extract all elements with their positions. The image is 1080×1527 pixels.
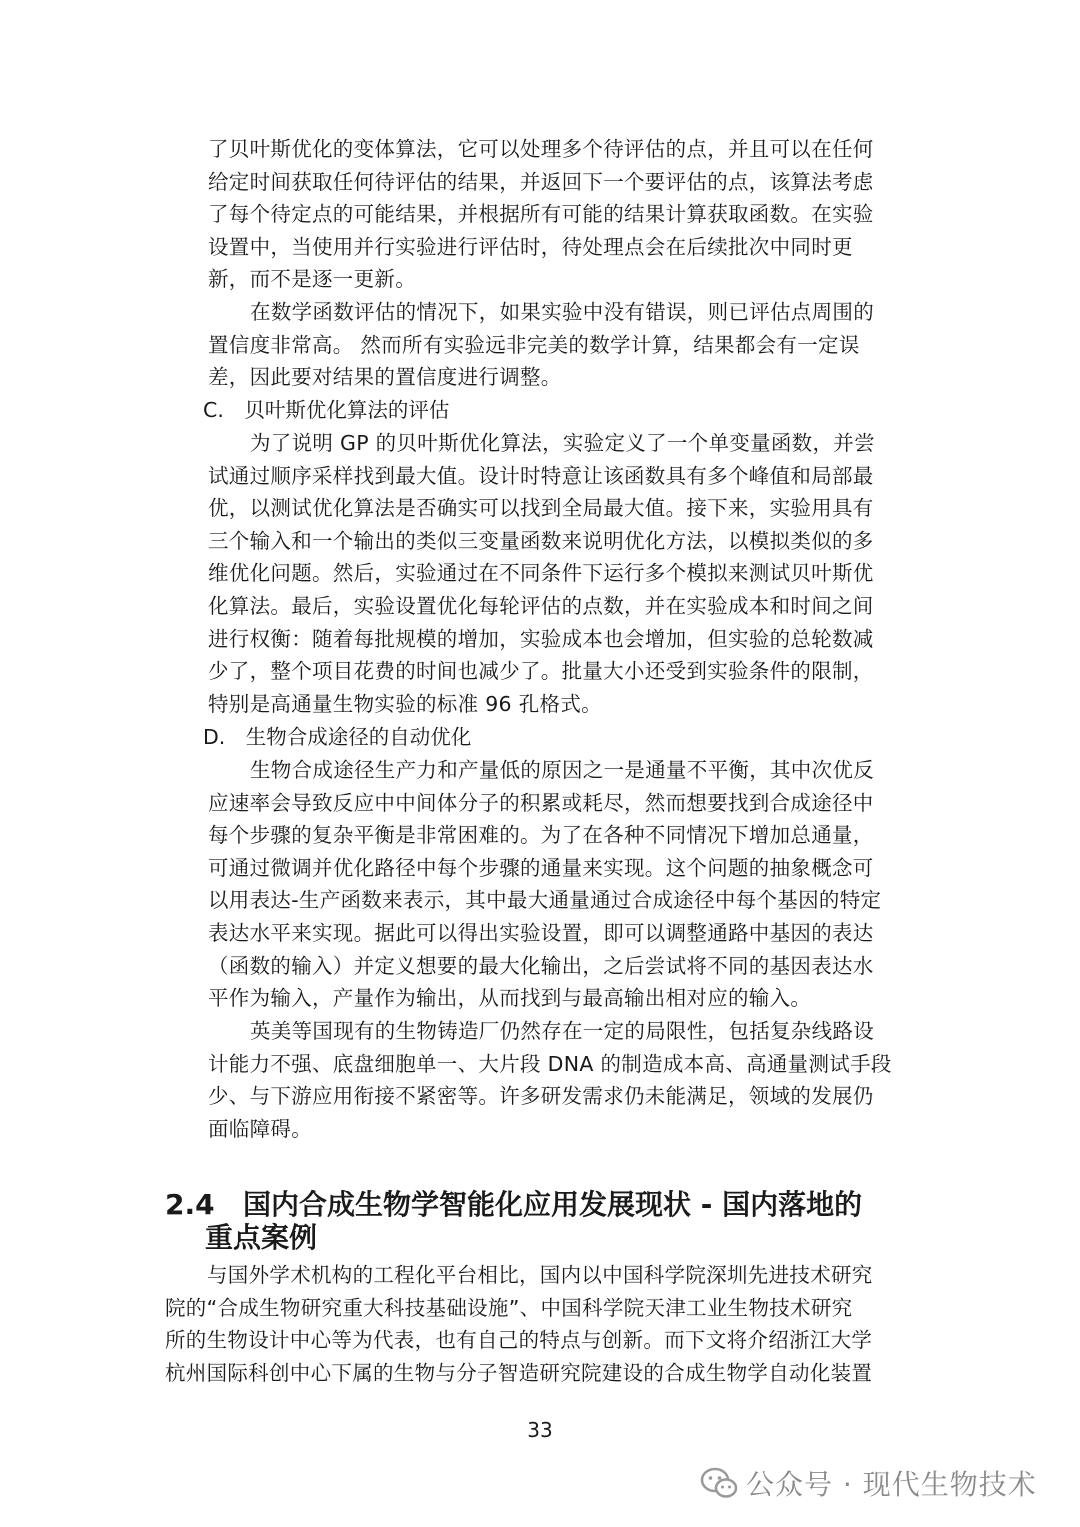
text-line: 少、与下游应用衔接不紧密等。许多研发需求仍未能满足，领域的发展仍 [208, 1084, 874, 1109]
section-number: 2.4 [165, 1188, 215, 1221]
text-line: 所的生物设计中心等为代表，也有自己的特点与创新。而下文将介绍浙江大学 [165, 1328, 873, 1353]
wechat-icon [700, 1466, 738, 1500]
paragraph-gp-evaluation [208, 427, 918, 720]
paragraph-pathway-optimization [208, 754, 918, 1015]
text-line: 了贝叶斯优化的变体算法，它可以处理多个待评估的点，并且可以在任何 [208, 137, 874, 161]
section-title-line1: 国内合成生物学智能化应用发展现状 - 国内落地的 [243, 1188, 863, 1221]
paragraph-foundry-limitations [208, 1015, 918, 1145]
text-line: 优，以测试优化算法是否确实可以找到全局最大值。接下来，实验用具有 [208, 496, 874, 521]
text-line: 试通过顺序采样找到最大值。设计时特意让该函数具有多个峰值和局部最 [208, 463, 874, 488]
watermark-text: 公众号 · 现代生物技术 [746, 1468, 1037, 1501]
watermark [700, 1458, 1037, 1508]
text-line: 进行权衡：随着每批规模的增加，实验成本也会增加，但实验的总轮数减 [208, 626, 874, 651]
text-line: 杭州国际科创中心下属的生物与分子智造研究院建设的合成生物学自动化装置 [165, 1360, 873, 1385]
text-line: 新，而不是逐一更新。 [208, 267, 416, 292]
text-line: 差，因此要对结果的置信度进行调整。 [208, 365, 562, 390]
text-line: 平作为输入，产量作为输出，从而找到与最高输出相对应的输入。 [208, 986, 812, 1011]
text-line: 计能力不强、底盘细胞单一、大片段 DNA 的制造成本高、高通量测试手段 [208, 1051, 892, 1076]
text-line: 与国外学术机构的工程化平台相比，国内以中国科学院深圳先进技术研究 [207, 1263, 873, 1287]
text-line: 了每个待定点的可能结果，并根据所有可能的结果计算获取函数。在实验 [208, 202, 874, 227]
paragraph-domestic-platforms [165, 1259, 925, 1389]
text-line: 以用表达-生产函数来表示，其中最大通量通过合成途径中每个基因的特定 [208, 888, 882, 913]
text-line: 置信度非常高。 然而所有实验远非完美的数学计算，结果都会有一定误 [208, 332, 860, 357]
text-line: 三个输入和一个输出的类似三变量函数来说明优化方法，以模拟类似的多 [208, 528, 874, 553]
text-line: 表达水平来实现。据此可以得出实验设置，即可以调整通路中基因的表达 [208, 920, 874, 945]
text-line: 可通过微调并优化路径中每个步骤的通量来实现。这个问题的抽象概念可 [208, 855, 874, 880]
subheading-c: C. 贝叶斯优化算法的评估 [203, 398, 450, 422]
text-line: 化算法。最后，实验设置优化每轮评估的点数，并在实验成本和时间之间 [208, 593, 874, 618]
text-line: 英美等国现有的生物铸造厂仍然存在一定的局限性，包括复杂线路设 [250, 1019, 874, 1043]
text-line: 少了，整个项目花费的时间也减少了。批量大小还受到实验条件的限制， [208, 659, 874, 684]
text-line: 院的“合成生物研究重大科技基础设施”、中国科学院天津工业生物技术研究 [165, 1295, 853, 1320]
text-line: 给定时间获取任何待评估的结果，并返回下一个要评估的点，该算法考虑 [208, 169, 874, 194]
text-line: 设置中，当使用并行实验进行评估时，待处理点会在后续批次中同时更 [208, 234, 853, 259]
paragraph-confidence [208, 296, 918, 394]
text-line: 生物合成途径生产力和产量低的原因之一是通量不平衡，其中次优反 [250, 758, 874, 782]
section-title-line2: 重点案例 [205, 1221, 318, 1254]
text-line: （函数的输入）并定义想要的最大化输出，之后尝试将不同的基因表达水 [208, 953, 874, 978]
text-line: 在数学函数评估的情况下，如果实验中没有错误，则已评估点周围的 [250, 300, 874, 324]
text-line: 为了说明 GP 的贝叶斯优化算法，实验定义了一个单变量函数，并尝 [250, 431, 875, 455]
text-line: 每个步骤的复杂平衡是非常困难的。为了在各种不同情况下增加总通量， [208, 823, 874, 848]
text-line: 维优化问题。然后，实验通过在不同条件下运行多个模拟来测试贝叶斯优 [208, 561, 874, 586]
subheading-d: D. 生物合成途径的自动优化 [203, 725, 472, 749]
text-line: 应速率会导致反应中中间体分子的积累或耗尽，然而想要找到合成途径中 [208, 790, 874, 815]
paragraph-bayesian-variant [208, 133, 918, 296]
text-line: 面临障碍。 [208, 1116, 312, 1141]
section-heading [165, 1188, 862, 1254]
text-line: 特别是高通量生物实验的标准 96 孔格式。 [208, 691, 602, 716]
page-number: 33 [527, 1418, 553, 1442]
